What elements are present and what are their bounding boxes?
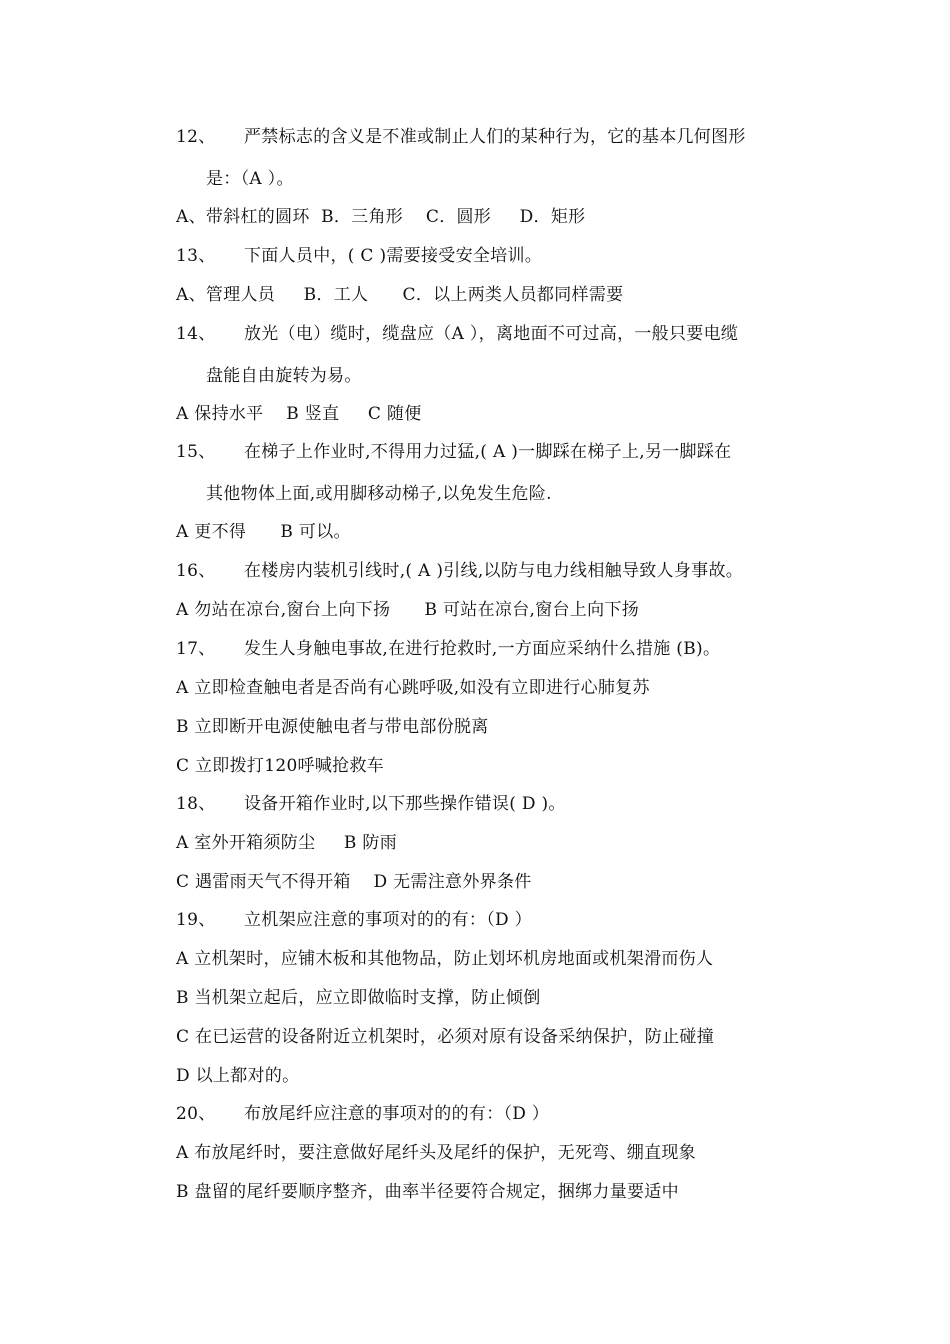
question-15-number: 15、 (176, 442, 216, 462)
question-12-number: 12、 (176, 127, 216, 147)
question-15-text: 在梯子上作业时,不得用力过猛,( A )一脚踩在梯子上,另一脚踩在 (244, 442, 732, 462)
question-12-options: A、带斜杠的圆环 B．三角形 C．圆形 D．矩形 (176, 207, 586, 227)
question-18-number: 18、 (176, 794, 216, 814)
question-19-option-c: C 在已运营的设备附近立机架时，必须对原有设备采纳保护，防止碰撞 (176, 1027, 715, 1047)
question-16-options: A 勿站在凉台,窗台上向下扬 B 可站在凉台,窗台上向下扬 (176, 600, 640, 620)
question-14-number: 14、 (176, 324, 216, 344)
question-19-number: 19、 (176, 910, 216, 930)
question-14-options: A 保持水平 B 竖直 C 随便 (176, 404, 422, 424)
question-20-option-b: B 盘留的尾纤要顺序整齐，曲率半径要符合规定，捆绑力量要适中 (176, 1182, 679, 1202)
question-15-continuation: 其他物体上面,或用脚移动梯子,以免发生危险. (206, 484, 552, 504)
question-12-continuation: 是：（A ）。 (206, 169, 294, 189)
question-17-option-c: C 立即拨打120呼喊抢救车 (176, 756, 385, 776)
question-20-option-a: A 布放尾纤时，要注意做好尾纤头及尾纤的保护，无死弯、绷直现象 (176, 1143, 696, 1163)
question-19-option-a: A 立机架时，应铺木板和其他物品，防止划坏机房地面或机架滑而伤人 (176, 949, 714, 969)
question-13-number: 13、 (176, 246, 216, 266)
question-15-options: A 更不得 B 可以。 (176, 522, 351, 542)
question-12-text: 严禁标志的含义是不准或制止人们的某种行为，它的基本几何图形 (244, 127, 746, 147)
question-20-text: 布放尾纤应注意的事项对的的有：（D ） (244, 1104, 550, 1124)
question-13-options: A、管理人员 B．工人 C．以上两类人员都同样需要 (176, 285, 624, 305)
question-14-text: 放光（电）缆时，缆盘应（A ），离地面不可过高，一般只要电缆 (244, 324, 739, 344)
question-18-options-cd: C 遇雷雨天气不得开箱 D 无需注意外界条件 (176, 872, 532, 892)
question-19-text: 立机架应注意的事项对的的有：（D ） (244, 910, 532, 930)
question-20-number: 20、 (176, 1104, 216, 1124)
question-14-continuation: 盘能自由旋转为易。 (206, 366, 362, 386)
question-17-number: 17、 (176, 639, 216, 659)
question-19-option-d: D 以上都对的。 (176, 1066, 300, 1086)
question-17-option-a: A 立即检查触电者是否尚有心跳呼吸,如没有立即进行心肺复苏 (176, 678, 650, 698)
question-16-number: 16、 (176, 561, 216, 581)
question-18-options-ab: A 室外开箱须防尘 B 防雨 (176, 833, 397, 853)
question-17-text: 发生人身触电事故,在进行抢救时,一方面应采纳什么措施 (B)。 (244, 639, 721, 659)
question-18-text: 设备开箱作业时,以下那些操作错误( D )。 (244, 794, 566, 814)
question-17-option-b: B 立即断开电源使触电者与带电部份脱离 (176, 717, 489, 737)
question-19-option-b: B 当机架立起后，应立即做临时支撑，防止倾倒 (176, 988, 541, 1008)
question-16-text: 在楼房内装机引线时,( A )引线,以防与电力线相触导致人身事故。 (244, 561, 744, 581)
question-13-text: 下面人员中，( C )需要接受安全培训。 (244, 246, 543, 266)
